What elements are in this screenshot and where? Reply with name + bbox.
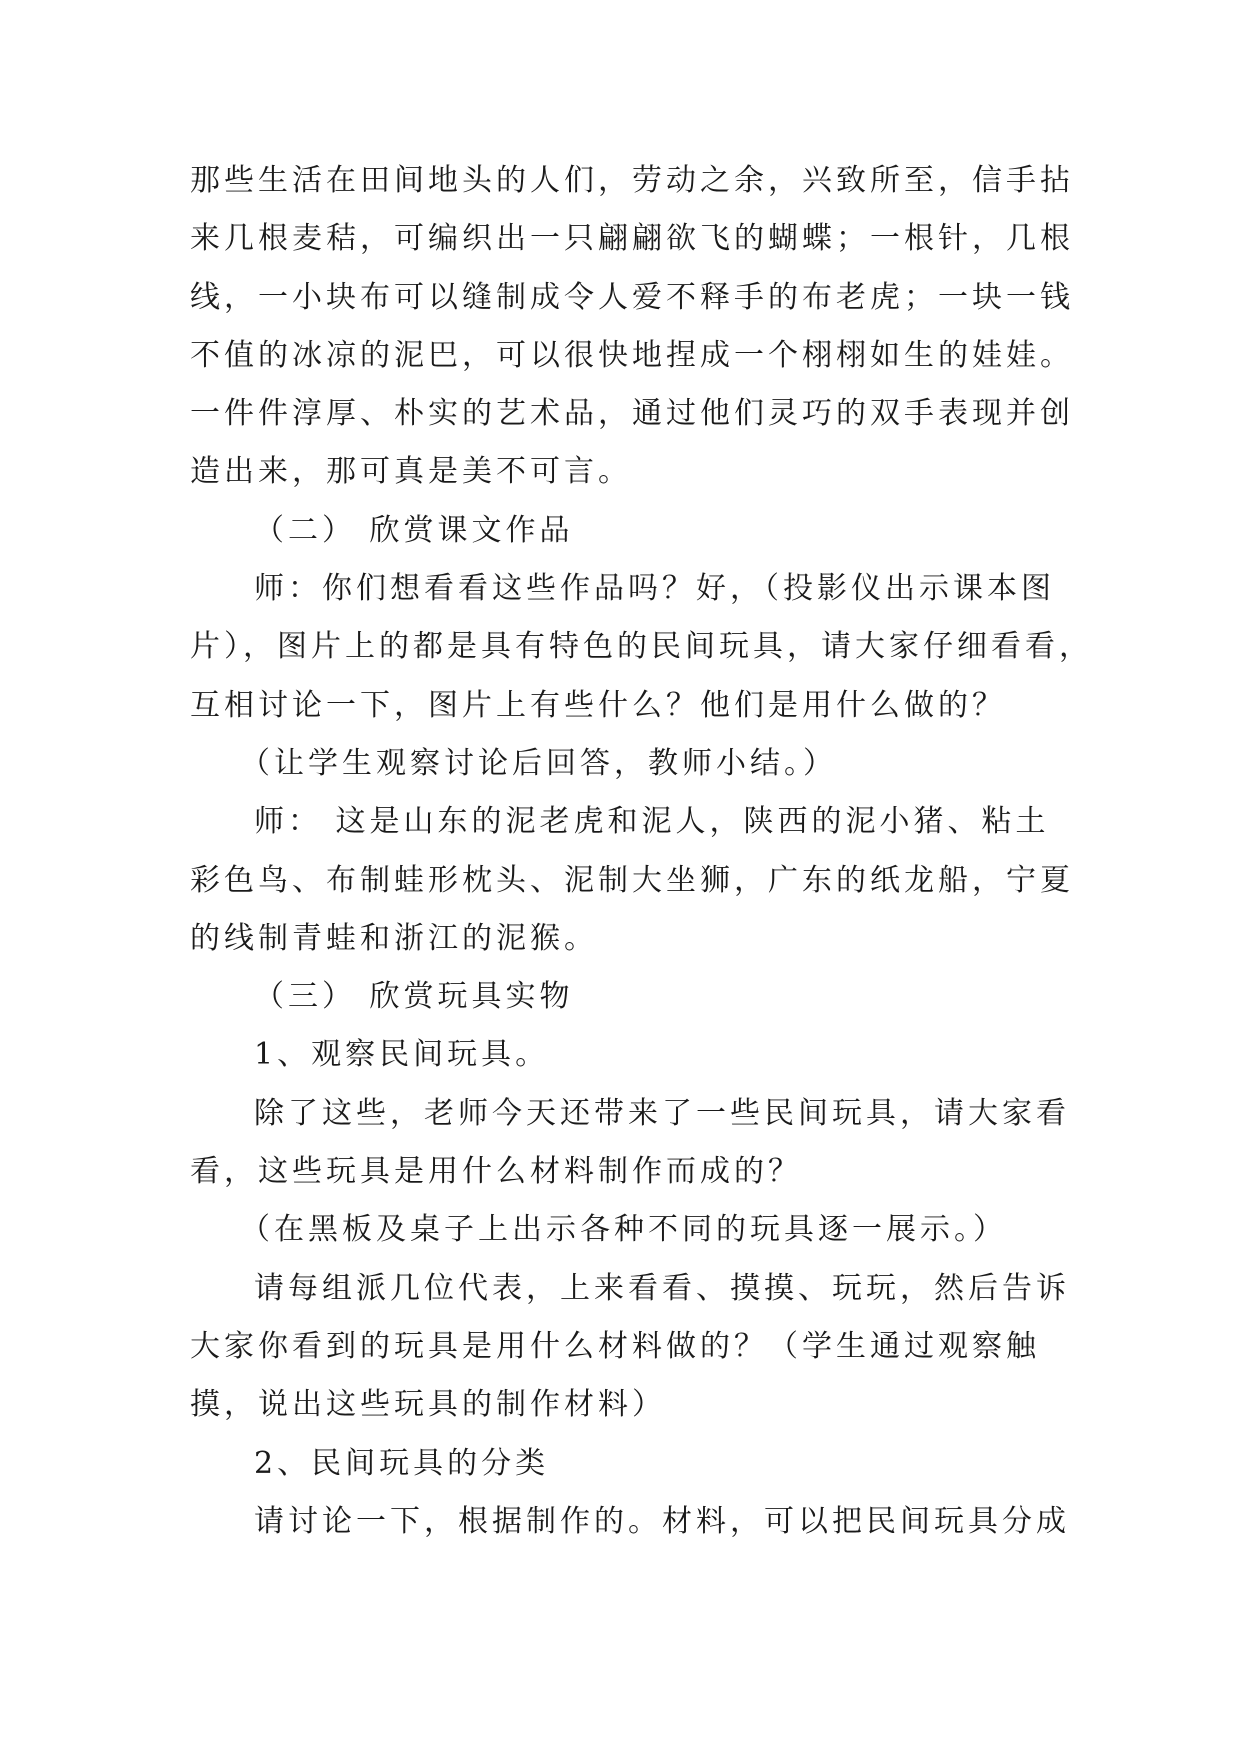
text-line: 请每组派几位代表，上来看看、摸摸、玩玩，然后告诉 — [254, 1270, 1070, 1306]
text-line: 除了这些，老师今天还带来了一些民间玩具，请大家看 — [254, 1095, 1070, 1131]
text-line: 互相讨论一下，图片上有些什么？他们是用什么做的？ — [190, 687, 1006, 723]
text-line: 不值的冰凉的泥巴，可以很快地捏成一个栩栩如生的娃娃。 — [190, 337, 1074, 373]
text-line: 摸，说出这些玩具的制作材料） — [190, 1387, 666, 1423]
text-line: 来几根麦秸，可编织出一只翩翩欲飞的蝴蝶；一根针，几根 — [190, 221, 1074, 257]
subsection-heading: 1、观察民间玩具。 — [254, 1037, 550, 1073]
text-line: （让学生观察讨论后回答，教师小结。） — [240, 745, 837, 781]
text-line: 造出来，那可真是美不可言。 — [190, 454, 632, 490]
text-line: 师：你们想看看这些作品吗？好，（投影仪出示课本图 — [254, 571, 1055, 607]
section-heading: （二） 欣赏课文作品 — [254, 512, 574, 548]
text-line: 那些生活在田间地头的人们，劳动之余，兴致所至，信手拈 — [190, 163, 1074, 198]
document-body — [190, 152, 1093, 1551]
text-line: 线，一小块布可以缝制成令人爱不释手的布老虎；一块一钱 — [190, 279, 1074, 315]
text-line: （在黑板及桌子上出示各种不同的玩具逐一展示。） — [240, 1212, 1007, 1248]
text-line: 片），图片上的都是具有特色的民间玩具，请大家仔细看看， — [190, 629, 1093, 665]
section-heading: （三） 欣赏玩具实物 — [254, 979, 574, 1015]
subsection-heading: 2、民间玩具的分类 — [254, 1445, 550, 1481]
text-line: 彩色鸟、布制蛙形枕头、泥制大坐狮，广东的纸龙船，宁夏 — [190, 862, 1074, 898]
text-line: 师： 这是山东的泥老虎和泥人，陕西的泥小猪、粘土 — [254, 804, 1050, 840]
text-line: 大家你看到的玩具是用什么材料做的？（学生通过观察触 — [190, 1328, 1040, 1364]
text-line: 一件件淳厚、朴实的艺术品，通过他们灵巧的双手表现并创 — [190, 396, 1074, 432]
text-line: 看，这些玩具是用什么材料制作而成的？ — [190, 1154, 802, 1190]
text-line: 请讨论一下，根据制作的。材料，可以把民间玩具分成 — [254, 1503, 1070, 1539]
text-line: 的线制青蛙和浙江的泥猴。 — [190, 920, 598, 956]
